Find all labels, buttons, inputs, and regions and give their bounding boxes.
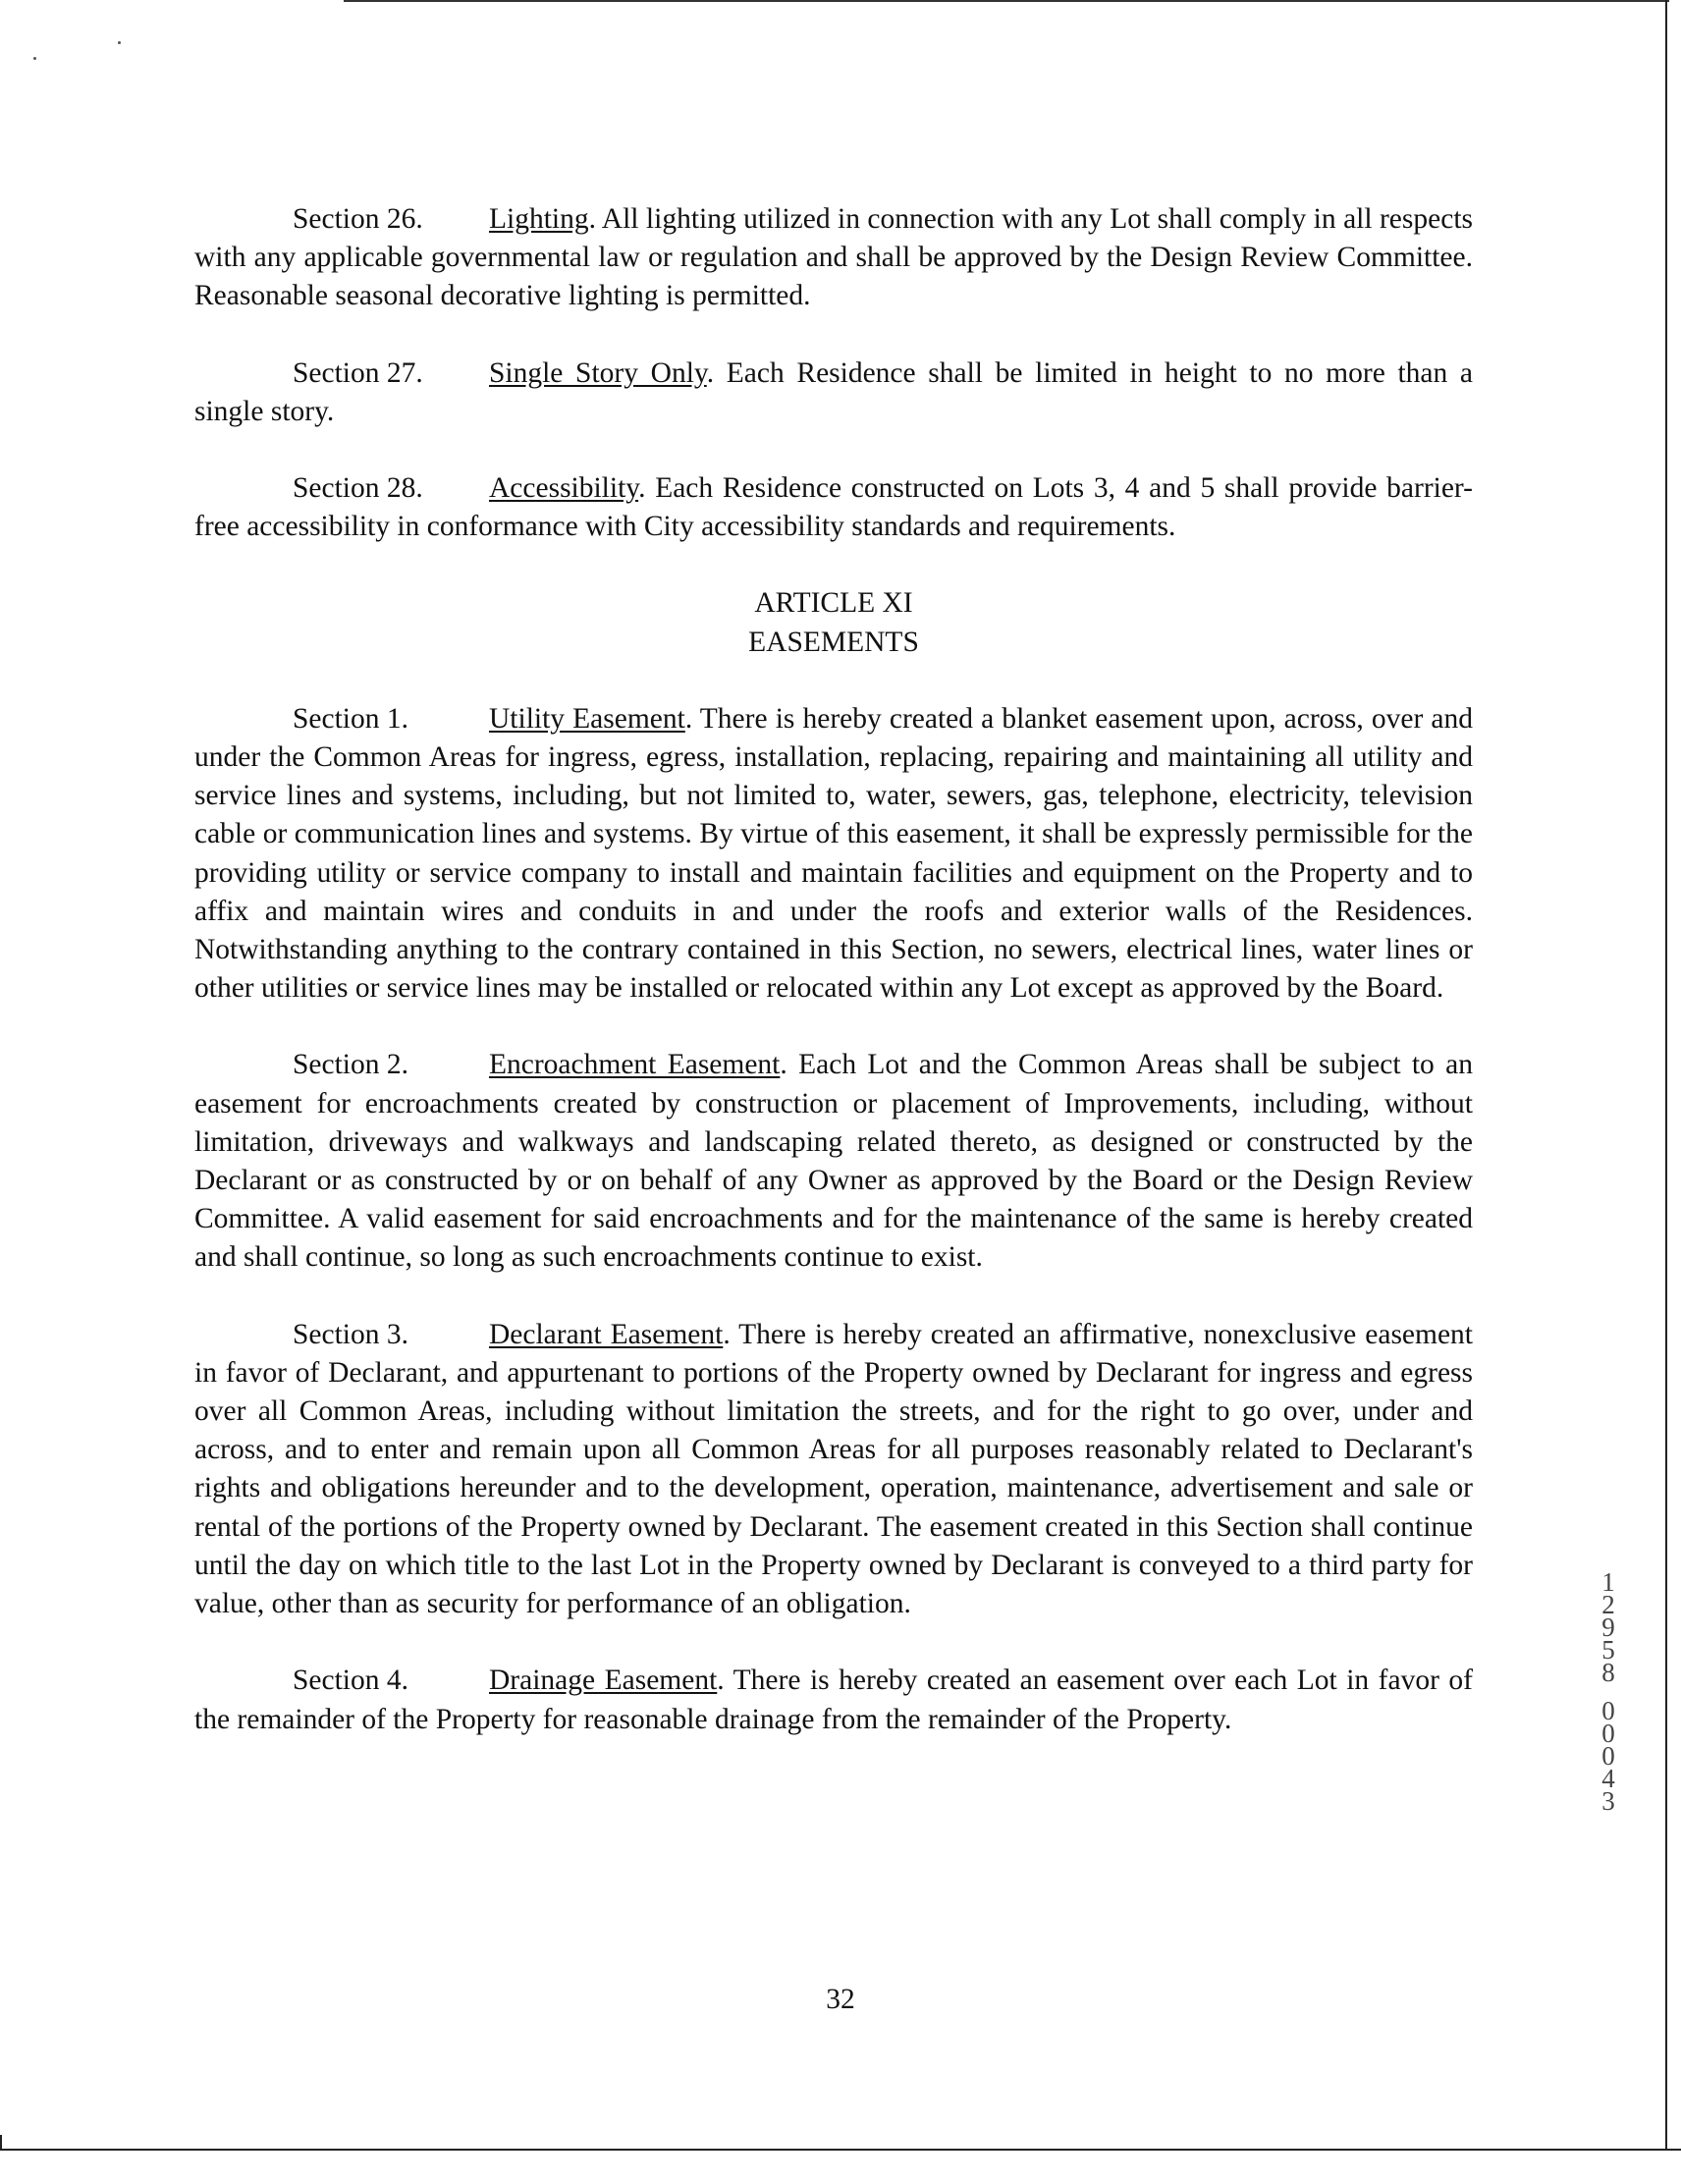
section-text: . Each Residence constructed on Lots 3, 4 and 5 shall provide barrier-free accessibility in conformance with City accessibility standards and requirements. [194,472,1473,543]
section-title: Single Story Only [489,356,707,389]
section-text: . Each Lot and the Common Areas shall be subject to an easement for encroachments created by construction or placement of Improvements, including, without limitation, driveways and walkways and landscaping related thereto, as designed or constructed by the Declarant or as constructed by or on behalf of any Owner as approved by the Board or the Design Review Committee. A valid easement for said encroachments and for the maintenance of the same is hereby created and shall continue, so long as such encroachments continue to exist. [194,1049,1473,1274]
section-text: . There is hereby created an affirmative, nonexclusive easement in favor of Declarant, and appurtenant to portions of the Property owned by Declarant for ingress and egress over all Common Areas, including without limitation the streets, and for the right to go over, under and across, and to enter and remain upon all Common Areas for all purposes reasonably related to Declarant's rights and obligations hereunder and to the development, operation, maintenance, advertisement and sale or rental of the portions of the Property owned by Declarant. The easement created in this Section shall continue until the day on which title to the last Lot in the Property owned by Declarant is conveyed to a third party for value, other than as security for performance of an obligation. [194,1318,1473,1620]
easement-section-1-paragraph [194,700,1473,1009]
article-title: EASEMENTS [748,626,919,658]
recording-stamp-bottom: 00043 [1601,1696,1615,1816]
scan-speck [118,41,121,44]
recording-stamp-top: 12958 [1601,1567,1615,1687]
scan-border-bottom [0,2149,1681,2151]
section-number: Section 4. [293,1665,408,1697]
scan-border-right [1665,0,1667,2151]
section-text: . All lighting utilized in connection with any Lot shall comply in all respects with any applicable governmental law or regulation and shall be approved by the Design Review Committee. Reasonable seasonal decorative lighting is permitted. [194,203,1473,312]
easement-section-4-paragraph [194,1662,1473,1738]
article-number: ARTICLE XI [754,587,913,620]
section-text: . There is hereby created a blanket easement upon, across, over and under the Common Areas for ingress, egress, installation, replacing, repairing and maintaining all utility and service lines and systems, including, but not limited to, water, sewers, gas, telephone, electricity, television cable or communication lines and systems. By virtue of this easement, it shall be expressly permissible for the providing utility or service company to install and maintain facilities and equipment on the Property and to affix and maintain wires and conduits in and under the roofs and exterior walls of the Residences. Notwithstanding anything to the contrary contained in this Section, no sewers, electrical lines, water lines or other utilities or service lines may be installed or relocated within any Lot except as approved by the Board. [194,702,1473,1005]
section-number: Section 1. [293,702,408,735]
recording-stamp [1599,1567,1618,1816]
section-title: Encroachment Easement [489,1049,781,1081]
section-27-paragraph [194,355,1473,431]
document-body [194,200,1473,1777]
section-28-paragraph [194,469,1473,546]
scan-border-left-tick [0,2135,2,2151]
section-text: . Each Residence shall be limited in height to no more than a single story. [194,356,1473,427]
section-number: Section 3. [293,1318,408,1350]
section-text: . There is hereby created an easement over each Lot in favor of the remainder of the Property for reasonable drainage from the remainder of the Property. [194,1665,1473,1735]
easement-section-3-paragraph [194,1316,1473,1624]
section-title: Drainage Easement [489,1665,718,1697]
section-title: Declarant Easement [489,1318,724,1350]
section-number: Section 26. [293,203,423,235]
section-number: Section 28. [293,472,423,505]
easement-section-2-paragraph [194,1046,1473,1277]
section-number: Section 2. [293,1049,408,1081]
section-title: Utility Easement [489,702,685,735]
scan-speck [33,57,36,60]
section-26-paragraph [194,200,1473,316]
section-title: Accessibility [489,472,639,505]
page-number: 32 [826,1984,855,2015]
scan-border-top [344,0,1669,2]
section-title: Lighting [489,203,589,235]
article-heading [194,584,1473,661]
section-number: Section 27. [293,356,423,389]
